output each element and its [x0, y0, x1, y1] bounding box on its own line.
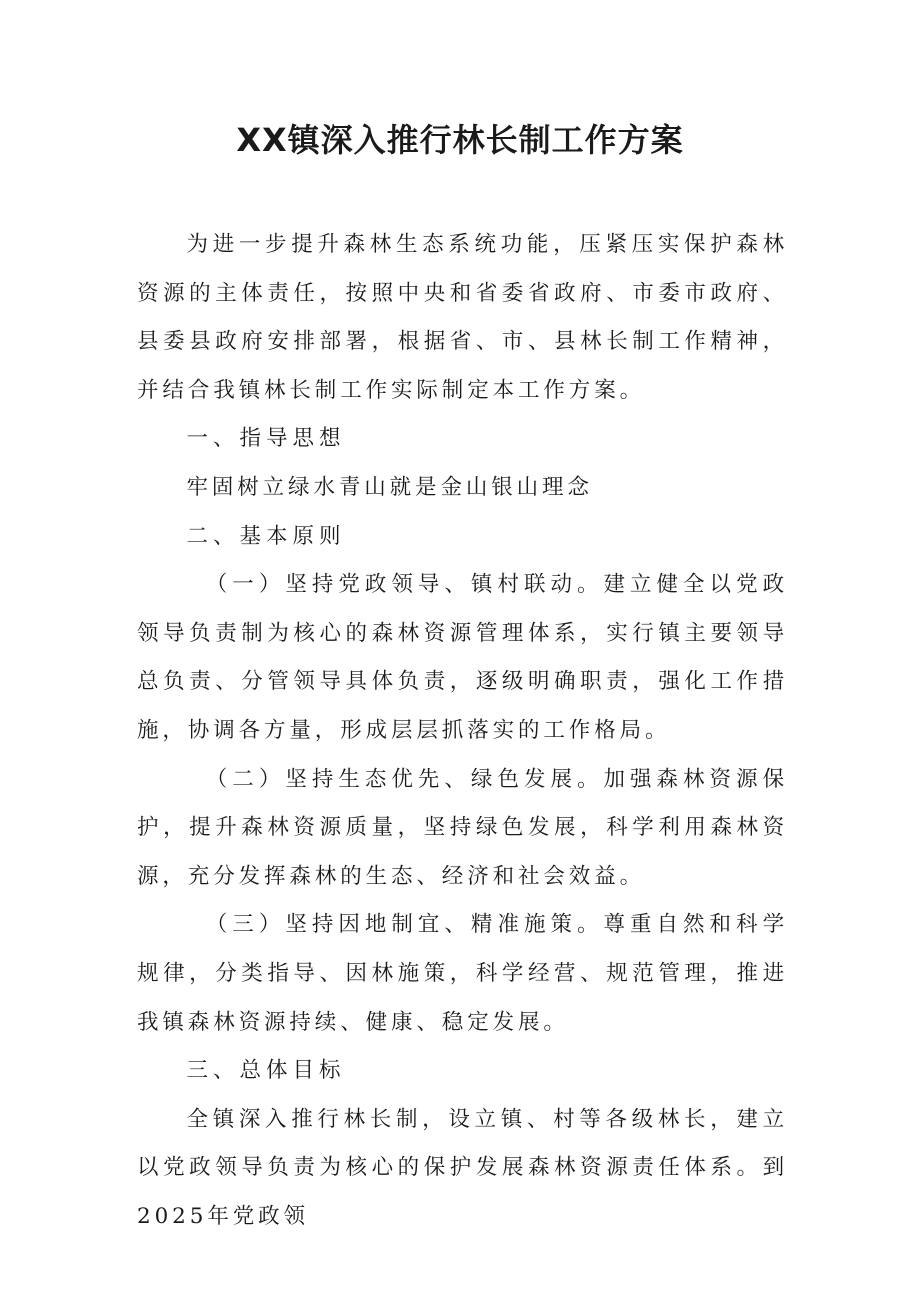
section-heading-guiding-ideology: 一、指导思想	[186, 426, 346, 452]
intro-paragraph: 为进一步提升森林生态系统功能，压紧压实保护森林资源的主体责任，按照中央和省委省政府、市委市政府、县委县政府安排部署，根据省、市、县林长制工作精神，并结合我镇林长制工作实际制定本工作方案。	[137, 232, 788, 403]
document-body	[137, 221, 788, 1241]
principle-paragraph-1: （一）坚持党政领导、镇村联动。建立健全以党政领导负责制为核心的森林资源管理体系，实行镇主要领导总负责、分管领导具体负责，逐级明确职责，强化工作措施，协调各方量，形成层层抓落实的工作格局。	[137, 572, 788, 743]
overall-goals-paragraph: 全镇深入推行林长制，设立镇、村等各级林长，建立以党政领导负责为核心的保护发展森林资源责任体系。到2025年党政领	[137, 1106, 788, 1229]
principle-paragraph-2: （二）坚持生态优先、绿色发展。加强森林资源保护，提升森林资源质量，坚持绿色发展，科学利用森林资源，充分发挥森林的生态、经济和社会效益。	[137, 766, 788, 889]
section-heading-basic-principles: 二、基本原则	[186, 523, 346, 549]
section-heading-overall-goals: 三、总体目标	[186, 1058, 346, 1084]
principle-paragraph-3: （三）坚持因地制宜、精准施策。尊重自然和科学规律，分类指导、因林施策，科学经营、规范管理，推进我镇森林资源持续、健康、稳定发展。	[137, 912, 788, 1035]
guiding-ideology-paragraph: 牢固树立绿水青山就是金山银山理念	[186, 474, 593, 500]
document-title: XX镇深入推行林长制工作方案	[236, 121, 684, 159]
